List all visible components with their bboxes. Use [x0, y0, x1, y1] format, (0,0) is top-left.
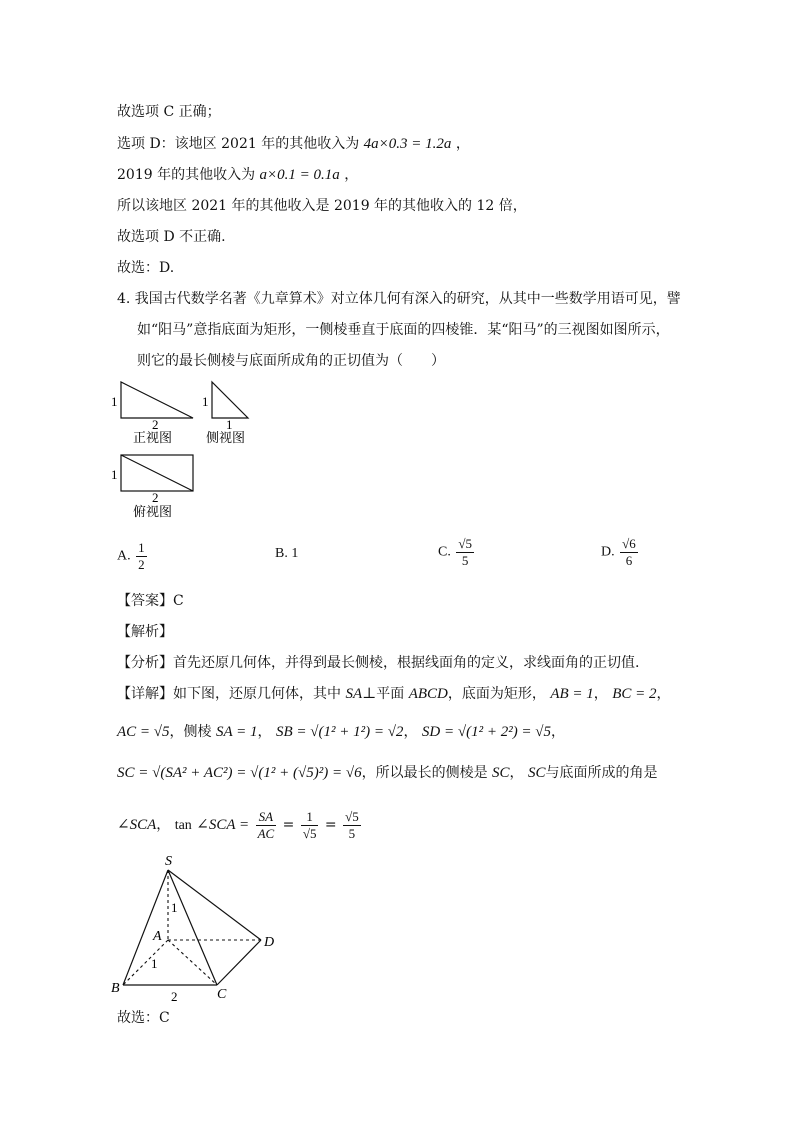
fraction-1-root5: $\frac{1}{√5}$ [302, 808, 317, 841]
edge-SC [168, 870, 217, 985]
math-expression: a×0.1 = 0.1a [259, 167, 340, 183]
math-expression: SB = √(1² + 1²) = √2 [275, 724, 404, 740]
fenxi-text: 首先还原几何体，并得到最长侧棱，根据线面角的定义，求线面角的正切值. [173, 655, 640, 671]
side-width-label: 1 [226, 417, 233, 432]
fraction-root5-5: $\frac{√5}{5}$ [345, 808, 359, 841]
math-expression: SA = 1 [215, 724, 258, 740]
text-fragment: ， [509, 765, 524, 781]
text-line: 故选：D. [117, 260, 175, 276]
text-fragment: 选项 D：该地区 2021 年的其他收入为 [117, 136, 360, 152]
text-line: 故选项 D 不正确. [117, 229, 226, 245]
option-d-label: D. [601, 544, 615, 560]
label-AB: 1 [151, 956, 158, 971]
top-width-label: 2 [152, 490, 159, 505]
text-fragment: ， [156, 817, 171, 833]
three-views-figure [105, 375, 265, 525]
vertex-A: A [153, 929, 162, 944]
vertex-C: C [217, 987, 227, 1002]
label-BC: 2 [171, 989, 178, 1004]
detail-line-4 [117, 808, 363, 843]
math-expression: AB = 1 [550, 686, 594, 702]
fenxi-tag: 【分析】 [117, 655, 173, 671]
option-a[interactable] [117, 540, 149, 573]
option-b[interactable] [275, 546, 298, 562]
top-height-label: 1 [111, 467, 118, 482]
answer-value: C [173, 593, 184, 609]
edge-AC [168, 940, 217, 985]
label-SA: 1 [171, 900, 178, 915]
text-fragment: 2019 年的其他收入为 [117, 167, 256, 183]
equals-sign: = [282, 817, 295, 833]
equals-sign: = [324, 817, 337, 833]
question-text: 则它的最长侧棱与底面所成角的正切值为（ ） [137, 353, 445, 369]
front-height-label: 1 [111, 394, 118, 409]
edge-CD [217, 940, 261, 985]
math-expression: SA⊥ [345, 686, 377, 702]
top-view-title: 俯视图 [133, 504, 173, 519]
math-expression: SD = √(1² + 2²) = √5 [421, 724, 552, 740]
option-c-fraction: $\frac{√5}{5}$ [458, 536, 472, 568]
text-fragment: ， [593, 686, 608, 702]
math-expression: SC [528, 765, 546, 781]
vertex-B: B [111, 981, 120, 996]
side-height-label: 1 [202, 394, 209, 409]
option-c-label: C. [438, 544, 451, 560]
math-expression: ∠SCA [117, 817, 157, 833]
text-fragment: 平面 [376, 686, 405, 702]
detail-line-3 [117, 763, 658, 783]
text-fragment: ， [551, 724, 566, 740]
answer-tag: 【答案】 [117, 593, 173, 609]
text-fragment: ， [455, 136, 470, 152]
question-text: 如“阳马”意指底面为矩形，一侧棱垂直于底面的四棱锥．某“阳马”的三视图如图所示， [137, 322, 670, 338]
detail-line-2 [117, 722, 565, 742]
text-fragment: ， [403, 724, 418, 740]
edge-SD [168, 870, 261, 940]
text-fragment: ，侧棱 [169, 724, 212, 740]
math-expression: AC = √5 [117, 724, 170, 740]
final-answer: 故选：C [117, 1010, 170, 1026]
front-view-shape [121, 382, 193, 418]
front-view-title: 正视图 [133, 430, 173, 445]
side-view-shape [212, 382, 248, 418]
front-width-label: 2 [152, 417, 159, 432]
text-fragment: ， [344, 167, 359, 183]
option-a-label: A. [117, 548, 131, 564]
edge-SB [123, 870, 168, 985]
math-expression: BC = 2 [612, 686, 657, 702]
math-expression: ∠SCA = [196, 817, 250, 833]
vertex-S: S [165, 854, 172, 869]
text-fragment: 如下图，还原几何体，其中 [173, 686, 341, 702]
option-d-fraction: $\frac{√6}{6}$ [622, 536, 636, 568]
analysis-tag: 【解析】 [117, 624, 173, 640]
text-fragment: ，所以最长的侧棱是 [361, 765, 488, 781]
question-text: 4. 我国古代数学名著《九章算术》对立体几何有深入的研究，从其中一些数学用语可见，譬 [117, 291, 681, 307]
math-expression: ABCD [408, 686, 448, 702]
text-line: 故选项 C 正确； [117, 104, 221, 120]
side-view-title: 侧视图 [206, 430, 246, 445]
top-view-diagonal [121, 455, 193, 491]
text-fragment: ， [656, 686, 671, 702]
option-b-label: B. 1 [275, 546, 299, 561]
text-line [117, 134, 470, 154]
detail-line-1 [117, 684, 671, 704]
text-line: 所以该地区 2021 年的其他收入是 2019 年的其他收入的 12 倍， [117, 198, 527, 214]
vertex-D: D [264, 935, 275, 950]
tan-label: tan [174, 818, 192, 833]
option-c[interactable] [438, 536, 476, 569]
analysis-line [117, 653, 639, 673]
math-expression: 4a×0.3 = 1.2a [363, 136, 452, 152]
pyramid-figure [105, 850, 295, 1010]
math-expression: SC = √(SA² + AC²) = √(1² + (√5)²) = √6 [117, 765, 362, 781]
text-fragment: ，底面为矩形， [447, 686, 546, 702]
answer-line [117, 591, 184, 611]
math-expression: SC [492, 765, 510, 781]
edge-AB [123, 940, 168, 985]
option-d[interactable] [601, 536, 640, 569]
option-a-fraction: $\frac{1}{2}$ [138, 540, 145, 572]
text-line [117, 165, 358, 185]
xiangjie-tag: 【详解】 [117, 686, 173, 702]
text-fragment: 与底面所成的角是 [545, 765, 658, 781]
fraction-sa-ac: $\frac{SA}{AC}$ [257, 808, 275, 841]
text-fragment: ， [257, 724, 272, 740]
